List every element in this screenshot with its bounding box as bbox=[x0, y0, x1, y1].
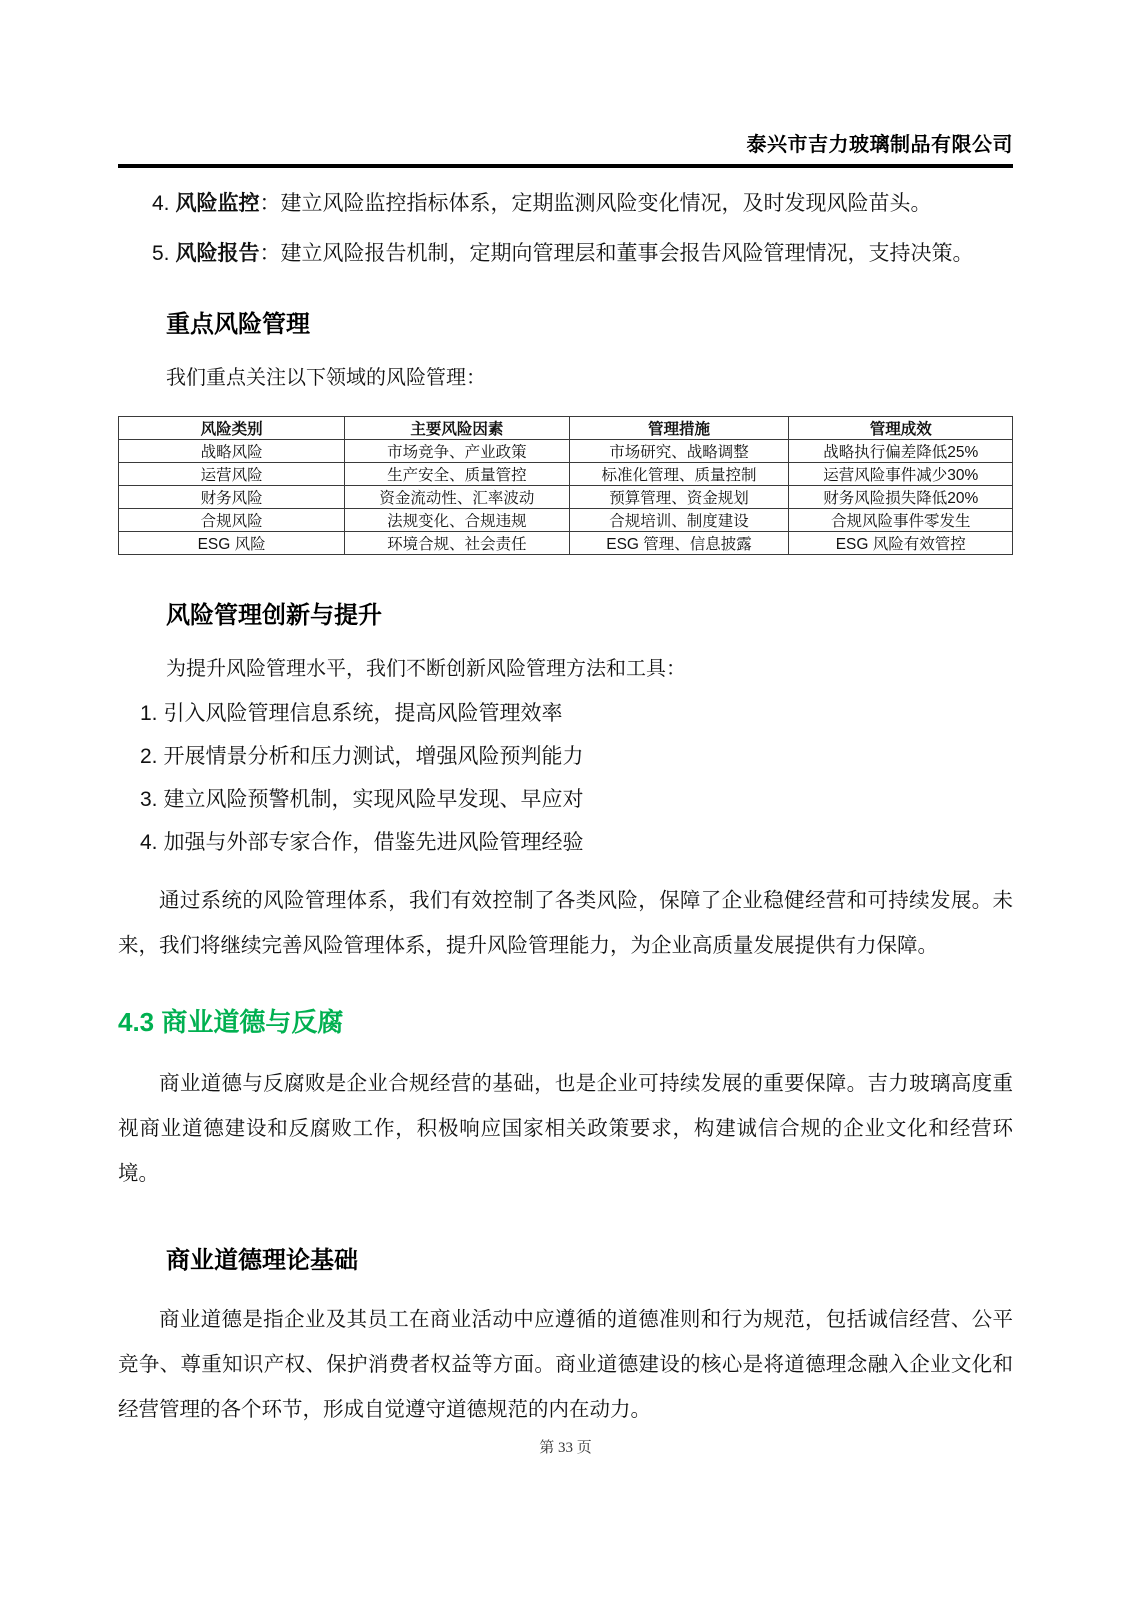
cell-category: 战略风险 bbox=[119, 440, 345, 463]
company-name: 泰兴市吉力玻璃制品有限公司 bbox=[746, 134, 1013, 156]
cell-measures: 标准化管理、质量控制 bbox=[569, 463, 789, 486]
risk-table-head bbox=[119, 417, 1013, 440]
risk-summary-paragraph: 通过系统的风险管理体系，我们有效控制了各类风险，保障了企业稳健经营和可持续发展。未来，我们将继续完善风险管理体系，提升风险管理能力，为企业高质量发展提供有力保障。 bbox=[118, 889, 1013, 957]
list-item bbox=[118, 787, 1013, 813]
item-number: 2. bbox=[140, 745, 158, 768]
item-text: 开展情景分析和压力测试，增强风险预判能力 bbox=[163, 745, 584, 768]
list-item bbox=[118, 744, 1013, 770]
list-item bbox=[118, 830, 1013, 856]
risk-table bbox=[118, 416, 1013, 555]
ethics-theory-paragraph: 商业道德是指企业及其员工在商业活动中应遵循的道德准则和行为规范，包括诚信经营、公平竞争、尊重知识产权、保护消费者权益等方面。商业道德建设的核心是将道德理念融入企业文化和经营管理的各个环节，形成自觉遵守道德规范的内在动力。 bbox=[118, 1308, 1013, 1421]
cell-results: 合规风险事件零发生 bbox=[789, 509, 1013, 532]
cell-category: ESG 风险 bbox=[119, 532, 345, 555]
cell-results: 战略执行偏差降低25% bbox=[789, 440, 1013, 463]
cell-category: 运营风险 bbox=[119, 463, 345, 486]
cell-factors: 环境合规、社会责任 bbox=[345, 532, 569, 555]
innovation-list bbox=[118, 701, 1013, 856]
item-text: 引入风险管理信息系统，提高风险管理效率 bbox=[163, 702, 563, 725]
cell-results: 财务风险损失降低20% bbox=[789, 486, 1013, 509]
cell-measures: 市场研究、战略调整 bbox=[569, 440, 789, 463]
item-text: 加强与外部专家合作，借鉴先进风险管理经验 bbox=[163, 831, 584, 854]
item-number: 4. bbox=[140, 831, 158, 854]
cell-results: ESG 风险有效管控 bbox=[789, 532, 1013, 555]
item-number: 3. bbox=[140, 788, 158, 811]
page-number: 第 33 页 bbox=[539, 1440, 592, 1456]
section-heading-ethics-theory: 商业道德理论基础 bbox=[166, 1247, 358, 1274]
item-number: 4. bbox=[152, 192, 170, 215]
cell-results: 运营风险事件减少30% bbox=[789, 463, 1013, 486]
col-header-measures: 管理措施 bbox=[569, 417, 789, 440]
col-header-factors: 主要风险因素 bbox=[345, 417, 569, 440]
cell-measures: 预算管理、资金规划 bbox=[569, 486, 789, 509]
cell-factors: 生产安全、质量管控 bbox=[345, 463, 569, 486]
chapter-heading-4-3: 4.3 商业道德与反腐 bbox=[118, 1007, 344, 1037]
item-label: 风险监控 bbox=[175, 192, 260, 215]
innovation-intro: 为提升风险管理水平，我们不断创新风险管理方法和工具： bbox=[166, 658, 686, 680]
list-item bbox=[118, 701, 1013, 727]
risk-item-5 bbox=[118, 240, 1013, 268]
item-text: 建立风险预警机制，实现风险早发现、早应对 bbox=[163, 788, 584, 811]
section-heading-key-risk: 重点风险管理 bbox=[166, 311, 310, 338]
cell-category: 合规风险 bbox=[119, 509, 345, 532]
item-number: 1. bbox=[140, 702, 158, 725]
table-row bbox=[119, 509, 1013, 532]
col-header-results: 管理成效 bbox=[789, 417, 1013, 440]
item-text: ：建立风险报告机制，定期向管理层和董事会报告风险管理情况，支持决策。 bbox=[259, 242, 974, 265]
table-header-row bbox=[119, 417, 1013, 440]
table-row bbox=[119, 463, 1013, 486]
risk-item-4 bbox=[118, 190, 1013, 218]
col-header-category: 风险类别 bbox=[119, 417, 345, 440]
table-row bbox=[119, 532, 1013, 555]
cell-factors: 法规变化、合规违规 bbox=[345, 509, 569, 532]
cell-category: 财务风险 bbox=[119, 486, 345, 509]
document-header bbox=[118, 0, 1013, 168]
cell-factors: 市场竞争、产业政策 bbox=[345, 440, 569, 463]
header-rule bbox=[118, 164, 1013, 168]
table-row bbox=[119, 440, 1013, 463]
section-heading-innovation: 风险管理创新与提升 bbox=[166, 602, 382, 629]
cell-measures: ESG 管理、信息披露 bbox=[569, 532, 789, 555]
item-number: 5. bbox=[152, 242, 170, 265]
table-row bbox=[119, 486, 1013, 509]
item-text: ：建立风险监控指标体系，定期监测风险变化情况，及时发现风险苗头。 bbox=[259, 192, 932, 215]
item-label: 风险报告 bbox=[175, 242, 260, 265]
cell-factors: 资金流动性、汇率波动 bbox=[345, 486, 569, 509]
key-risk-intro: 我们重点关注以下领域的风险管理： bbox=[166, 367, 486, 389]
cell-measures: 合规培训、制度建设 bbox=[569, 509, 789, 532]
risk-table-body bbox=[119, 440, 1013, 555]
ethics-intro-paragraph: 商业道德与反腐败是企业合规经营的基础，也是企业可持续发展的重要保障。吉力玻璃高度重视商业道德建设和反腐败工作，积极响应国家相关政策要求，构建诚信合规的企业文化和经营环境。 bbox=[118, 1072, 1013, 1185]
page-content bbox=[118, 0, 1013, 1453]
